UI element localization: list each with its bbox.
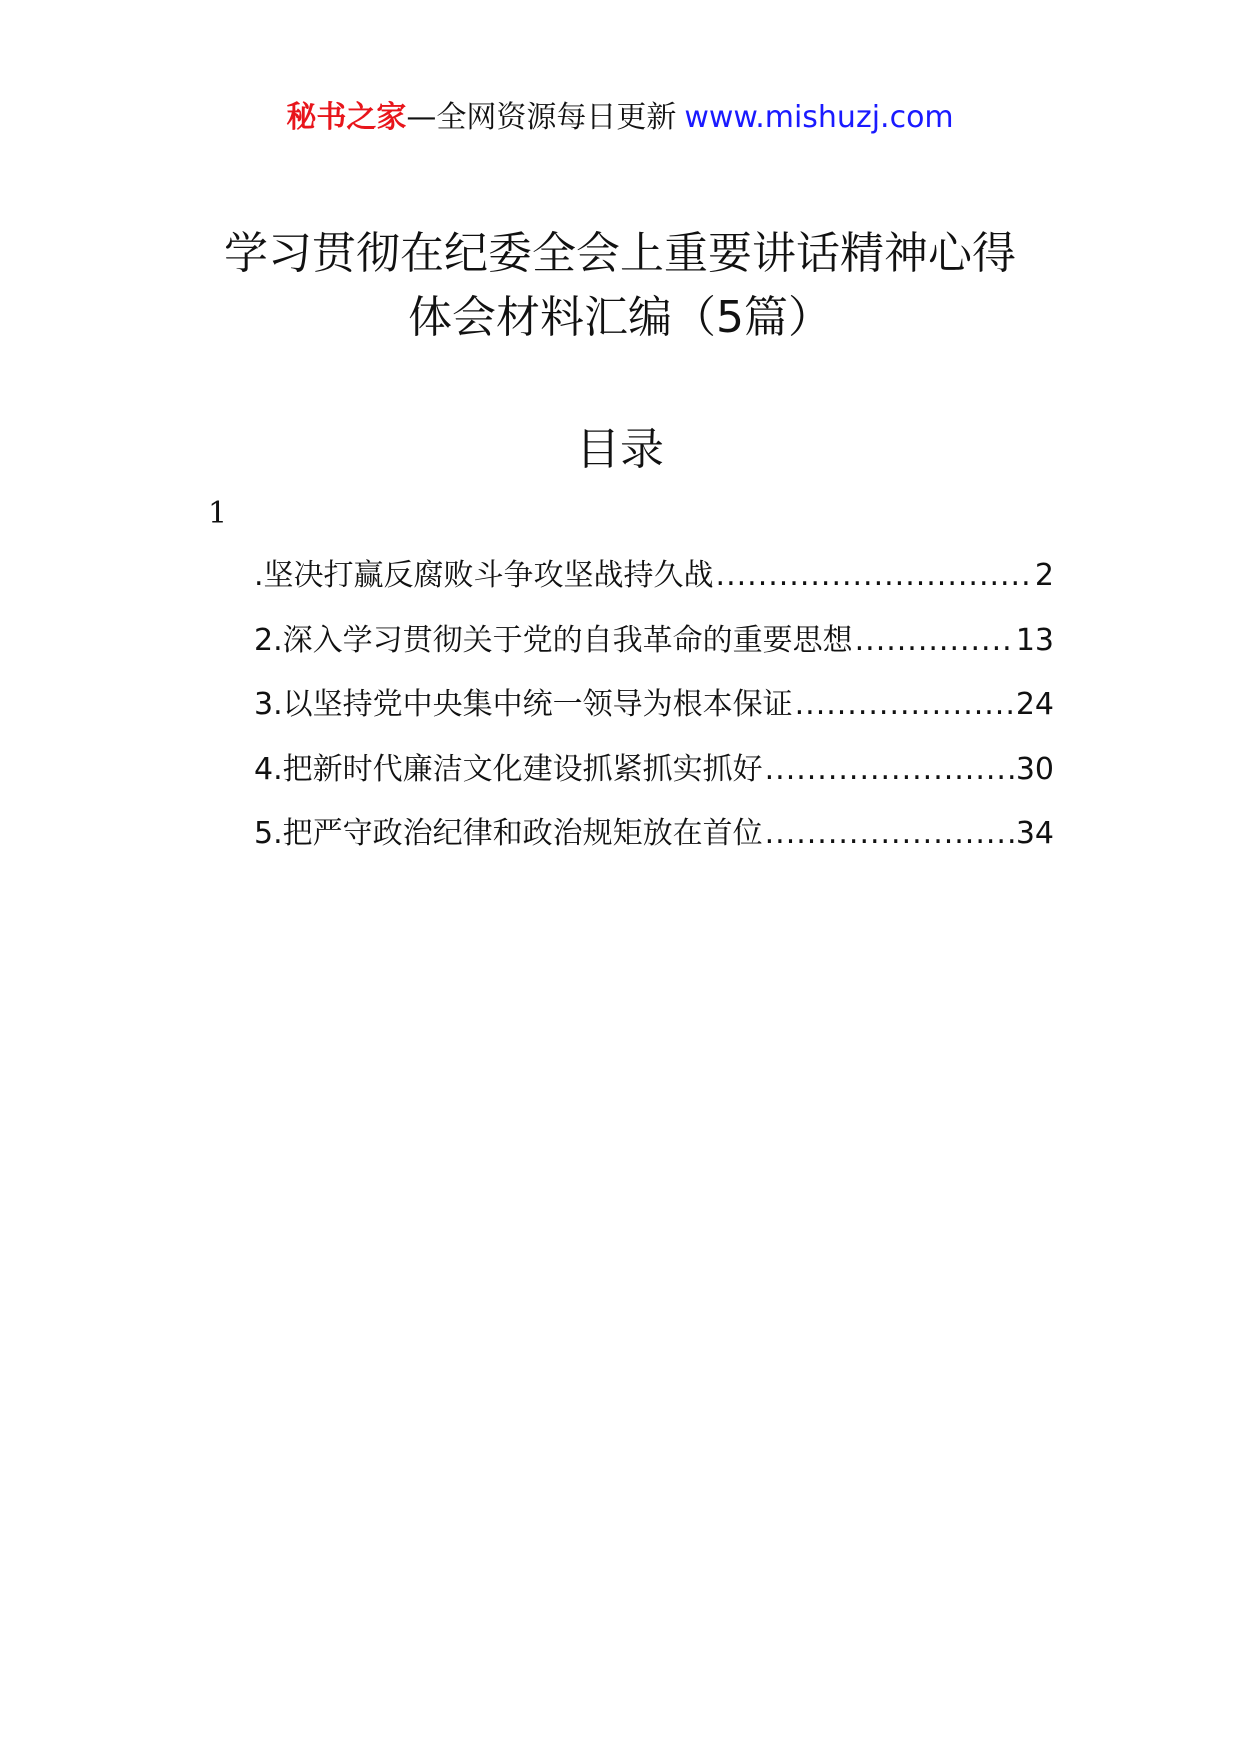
document-title bbox=[0, 222, 1240, 350]
title-line-1: 学习贯彻在纪委全会上重要讲话精神心得 bbox=[224, 228, 1016, 279]
table-of-contents bbox=[254, 556, 1054, 879]
toc-dot-leader bbox=[855, 621, 1014, 661]
toc-entry-5[interactable] bbox=[254, 814, 1054, 879]
toc-entry-4[interactable] bbox=[254, 750, 1054, 815]
toc-entry-1[interactable] bbox=[254, 556, 1054, 621]
toc-entry-page: 34 bbox=[1015, 816, 1054, 851]
toc-entry-page: 13 bbox=[1015, 622, 1054, 658]
brand-name: 秘书之家 bbox=[286, 100, 407, 135]
site-banner bbox=[0, 98, 1240, 138]
toc-entry-title: 2.深入学习贯彻关于党的自我革命的重要思想 bbox=[254, 622, 853, 658]
toc-entry-title: 5.把严守政治纪律和政治规矩放在首位 bbox=[254, 816, 763, 851]
toc-heading: 目录 bbox=[576, 424, 664, 475]
toc-dot-leader bbox=[716, 556, 1033, 596]
toc-entry-title: 4.把新时代廉洁文化建设抓紧抓实抓好 bbox=[254, 751, 763, 787]
toc-entry-page: 2 bbox=[1034, 558, 1054, 593]
title-line-2: 体会材料汇编（5篇） bbox=[408, 292, 832, 343]
toc-entry-3[interactable] bbox=[254, 685, 1054, 750]
banner-tagline: —全网资源每日更新 bbox=[406, 100, 677, 135]
toc-entry-page: 24 bbox=[1015, 687, 1054, 722]
toc-list-marker: 1 bbox=[208, 496, 228, 531]
toc-entry-2[interactable] bbox=[254, 621, 1054, 686]
toc-dot-leader bbox=[795, 685, 1014, 725]
toc-entry-title: 3.以坚持党中央集中统一领导为根本保证 bbox=[254, 687, 793, 722]
toc-entry-page: 30 bbox=[1015, 751, 1054, 787]
toc-entry-title: .坚决打赢反腐败斗争攻坚战持久战 bbox=[254, 558, 714, 593]
site-url-link[interactable]: www.mishuzj.com bbox=[684, 100, 954, 135]
toc-dot-leader bbox=[765, 750, 1014, 790]
toc-dot-leader bbox=[765, 814, 1014, 854]
